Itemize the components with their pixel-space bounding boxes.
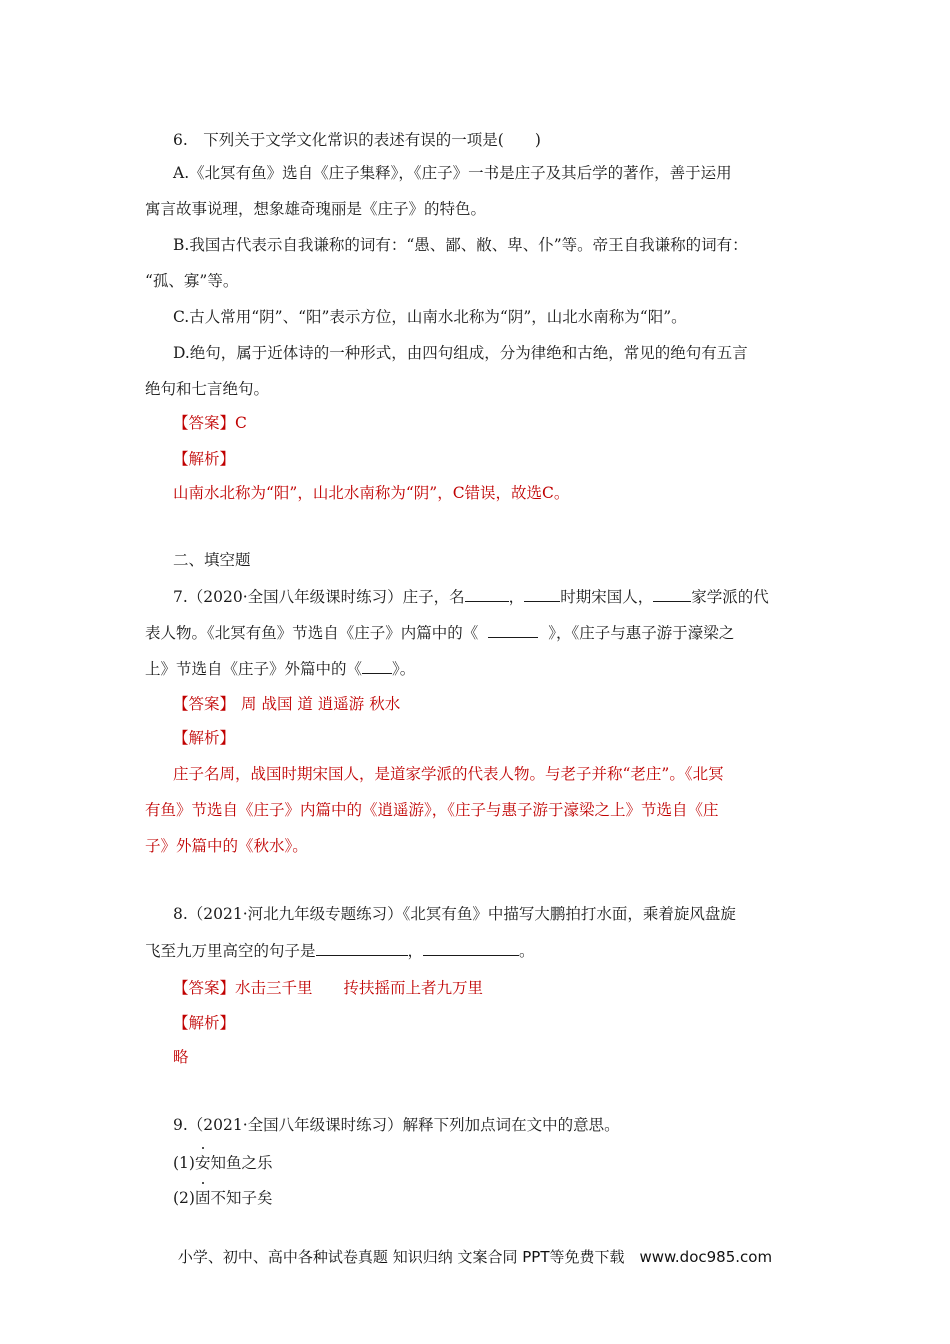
q6-stem: 6. 下列关于文学文化常识的表述有误的一项是( ) <box>173 131 541 149</box>
q7-analysis-label: 【解析】 <box>173 729 236 747</box>
q7-text: ， <box>508 588 525 606</box>
q6-option-b-line2: “孤、寡”等。 <box>145 272 239 290</box>
q7-text: 家学派的代 <box>691 588 769 606</box>
fill-blank[interactable] <box>362 658 392 674</box>
q7-text: 表人物。《北冥有鱼》节选自《庄子》内篇中的《 <box>145 624 479 642</box>
item-text: 不知子矣 <box>210 1189 273 1207</box>
q6-option-d-line1: D.绝句，属于近体诗的一种形式，由四句组成，分为律绝和古绝，常见的绝句有五言 <box>173 344 748 362</box>
q7-answer <box>173 694 400 714</box>
dotted-word: 固 <box>194 1189 211 1207</box>
q8-analysis-label: 【解析】 <box>173 1014 236 1032</box>
fill-blank[interactable] <box>488 622 538 638</box>
q9-item-1 <box>173 1153 273 1173</box>
fill-blank[interactable] <box>465 586 509 602</box>
dotted-word: 安 <box>194 1154 211 1172</box>
q8-text: ， <box>407 942 424 960</box>
q9-stem: 9.（2021·全国八年级课时练习）解释下列加点词在文中的意思。 <box>173 1116 620 1134</box>
q8-line1: 8.（2021·河北九年级专题练习）《北冥有鱼》中描写大鹏拍打水面，乘着旋风盘旋 <box>173 905 736 923</box>
item-text: 知鱼之乐 <box>210 1154 273 1172</box>
q7-text: 7.（2020·全国八年级课时练习）庄子，名 <box>173 588 465 606</box>
fill-blank[interactable] <box>653 586 691 602</box>
q7-line2 <box>145 622 734 643</box>
q6-option-a-line2: 寓言故事说理，想象雄奇瑰丽是《庄子》的特色。 <box>145 200 487 218</box>
q7-line1 <box>173 586 769 607</box>
q6-option-b-line1: B.我国古代表示自我谦称的词有：“愚、鄙、敝、卑、仆”等。帝王自我谦称的词有： <box>173 236 748 254</box>
q7-text: 》。 <box>392 660 416 678</box>
answer-value: 水击三千里 抟扶摇而上者九万里 <box>235 979 484 997</box>
q7-analysis-line3: 子》外篇中的《秋水》。 <box>145 837 308 855</box>
q6-option-c: C.古人常用“阴”、“阳”表示方位，山南水北称为“阴”，山北水南称为“阳”。 <box>173 308 687 326</box>
q7-text: 》，《庄子与惠子游于濠梁之 <box>548 624 735 642</box>
q8-line2 <box>145 940 535 961</box>
q8-analysis-text: 略 <box>173 1048 189 1066</box>
q7-analysis-line2: 有鱼》节选自《庄子》内篇中的《逍遥游》，《庄子与惠子游于濠梁之上》节选自《庄 <box>145 801 719 819</box>
answer-label: 【答案】 <box>173 979 236 997</box>
q8-text: 。 <box>519 942 535 960</box>
fill-blank[interactable] <box>423 940 519 956</box>
item-number: (1) <box>173 1154 195 1172</box>
q6-answer <box>173 413 247 433</box>
answer-label: 【答案】 <box>173 695 236 713</box>
answer-value: C <box>235 414 247 432</box>
q6-analysis-text: 山南水北称为“阳”，山北水南称为“阴”，C错误，故选C。 <box>173 484 570 502</box>
q6-option-a-line1: A.《北冥有鱼》选自《庄子集释》，《庄子》一书是庄子及其后学的著作，善于运用 <box>173 164 732 182</box>
answer-value: 周 战国 道 逍遥游 秋水 <box>241 695 401 713</box>
q8-answer <box>173 978 483 998</box>
answer-label: 【答案】 <box>173 414 236 432</box>
fill-blank[interactable] <box>316 940 408 956</box>
q6-option-d-line2: 绝句和七言绝句。 <box>145 380 270 398</box>
fill-blank[interactable] <box>524 586 560 602</box>
q6-analysis-label: 【解析】 <box>173 450 236 468</box>
q7-line3 <box>145 658 415 679</box>
item-number: (2) <box>173 1189 195 1207</box>
footer-watermark: 小学、初中、高中各种试卷真题 知识归纳 文案合同 PPT等免费下载 www.doc985.com <box>177 1248 773 1266</box>
q8-text: 飞至九万里高空的句子是 <box>145 942 316 960</box>
q7-analysis-line1: 庄子名周，战国时期宋国人，是道家学派的代表人物。与老子并称“老庄”。《北冥 <box>173 765 724 783</box>
q7-text: 时期宋国人， <box>560 588 654 606</box>
q7-text: 上》节选自《庄子》外篇中的《 <box>145 660 363 678</box>
q9-item-2 <box>173 1188 273 1208</box>
section-title: 二、填空题 <box>173 551 251 569</box>
